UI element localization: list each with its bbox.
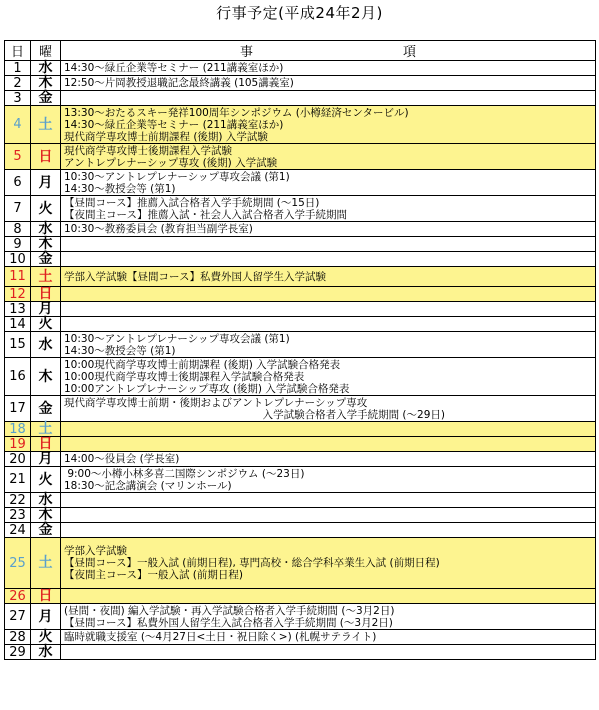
day-cell: 3 [5, 91, 31, 106]
event-cell [61, 144, 596, 170]
table-row [5, 196, 596, 222]
event-cell [61, 302, 596, 317]
weekday-cell: 土 [31, 422, 61, 437]
table-row [5, 287, 596, 302]
event-line: 現代商学専攻博士前期課程 (後期) 入学試験 [64, 130, 268, 143]
weekday-cell: 月 [31, 604, 61, 630]
table-row [5, 467, 596, 493]
event-line: 【昼間コース】一般入試 (前期日程), 専門高校・総合学科卒業生入試 (前期日程) [64, 557, 440, 569]
event-line: 入学試験合格者入学手続期間 (～29日) [262, 408, 445, 421]
weekday-cell: 火 [31, 467, 61, 493]
weekday-cell: 日 [31, 144, 61, 170]
day-cell: 9 [5, 237, 31, 252]
event-cell [61, 170, 596, 196]
day-cell: 21 [5, 467, 31, 493]
weekday-cell: 日 [31, 287, 61, 302]
schedule-table [4, 40, 596, 660]
weekday-cell: 金 [31, 252, 61, 267]
table-row [5, 508, 596, 523]
event-line: 14:00～役員会 (学長室) [64, 453, 180, 465]
table-row [5, 252, 596, 267]
weekday-cell: 土 [31, 106, 61, 144]
event-cell [61, 508, 596, 523]
event-line: 10:30～教務委員会 (教育担当副学長室) [64, 223, 253, 235]
event-line: 9:00～小樽小林多喜二国際シンポジウム (～23日) [64, 467, 305, 480]
table-row [5, 237, 596, 252]
day-cell: 16 [5, 358, 31, 396]
day-cell: 24 [5, 523, 31, 538]
header-jikou [61, 41, 596, 61]
event-line: 臨時就職支援室 (～4月27日<土日・祝日除く>) (札幌サテライト) [64, 631, 377, 643]
event-cell [61, 332, 596, 358]
event-cell [61, 237, 596, 252]
event-cell [61, 106, 596, 144]
event-cell [61, 196, 596, 222]
table-row [5, 604, 596, 630]
event-line: 10:00現代商学専攻博士後期課程入学試験合格発表 [64, 370, 305, 383]
event-line: 14:30～教授会等 (第1) [64, 344, 176, 357]
table-row [5, 358, 596, 396]
day-cell: 12 [5, 287, 31, 302]
weekday-cell: 水 [31, 222, 61, 237]
table-row [5, 630, 596, 645]
table-row [5, 396, 596, 422]
event-cell [61, 467, 596, 493]
day-cell: 27 [5, 604, 31, 630]
schedule-rows [5, 61, 596, 660]
weekday-cell: 水 [31, 493, 61, 508]
table-row [5, 589, 596, 604]
day-cell: 18 [5, 422, 31, 437]
weekday-cell: 土 [31, 538, 61, 589]
table-row [5, 332, 596, 358]
event-line: 現代商学専攻博士前期・後期およびアントレプレナーシップ専攻 [64, 396, 368, 409]
weekday-cell: 月 [31, 452, 61, 467]
event-cell [61, 452, 596, 467]
event-line: 14:30～緑丘企業等セミナー (211講義室ほか) [64, 62, 284, 74]
event-cell [61, 630, 596, 645]
weekday-cell: 月 [31, 170, 61, 196]
event-cell [61, 422, 596, 437]
weekday-cell: 日 [31, 589, 61, 604]
table-row [5, 144, 596, 170]
event-line: 10:00アントレプレナーシップ専攻 (後期) 入学試験合格発表 [64, 382, 350, 395]
header-dow: 曜 [31, 41, 61, 61]
event-line: 現代商学専攻博士後期課程入学試験 [64, 144, 232, 157]
table-row [5, 645, 596, 660]
day-cell: 10 [5, 252, 31, 267]
table-row [5, 222, 596, 237]
table-row [5, 523, 596, 538]
event-line: 10:30～アントレプレナーシップ専攻会議 (第1) [64, 332, 290, 345]
event-cell [61, 523, 596, 538]
event-cell [61, 287, 596, 302]
day-cell: 1 [5, 61, 31, 76]
day-cell: 23 [5, 508, 31, 523]
day-cell: 11 [5, 267, 31, 287]
event-cell [61, 493, 596, 508]
event-line: 18:30～記念講演会 (マリンホール) [64, 479, 232, 492]
event-cell [61, 538, 596, 589]
weekday-cell: 木 [31, 76, 61, 91]
event-line: 【夜間主コース】推薦入試・社会人入試合格者入学手続期間 [64, 208, 347, 221]
table-row [5, 437, 596, 452]
day-cell: 7 [5, 196, 31, 222]
table-row [5, 267, 596, 287]
weekday-cell: 金 [31, 523, 61, 538]
event-cell [61, 358, 596, 396]
event-cell [61, 61, 596, 76]
event-cell [61, 396, 596, 422]
day-cell: 4 [5, 106, 31, 144]
table-row [5, 538, 596, 589]
event-cell [61, 437, 596, 452]
day-cell: 6 [5, 170, 31, 196]
header-jikou-text: 事項 [239, 45, 566, 60]
event-line: 10:30～アントレプレナーシップ専攻会議 (第1) [64, 170, 290, 183]
event-line: 14:30～緑丘企業等セミナー (211講義室ほか) [64, 118, 284, 131]
weekday-cell: 金 [31, 396, 61, 422]
event-line: 学部入学試験【昼間コース】私費外国人留学生入学試験 [64, 270, 326, 283]
event-cell [61, 604, 596, 630]
event-cell [61, 91, 596, 106]
weekday-cell: 水 [31, 645, 61, 660]
event-cell [61, 222, 596, 237]
event-line: アントレプレナーシップ専攻 (後期) 入学試験 [64, 156, 278, 169]
day-cell: 2 [5, 76, 31, 91]
table-row [5, 106, 596, 144]
weekday-cell: 木 [31, 508, 61, 523]
day-cell: 19 [5, 437, 31, 452]
table-row [5, 76, 596, 91]
table-row [5, 452, 596, 467]
table-row [5, 170, 596, 196]
weekday-cell: 木 [31, 237, 61, 252]
event-cell [61, 267, 596, 287]
event-line: 14:30～教授会等 (第1) [64, 182, 176, 195]
weekday-cell: 水 [31, 61, 61, 76]
event-line: 学部入学試験 [64, 545, 127, 557]
event-cell [61, 252, 596, 267]
event-cell [61, 317, 596, 332]
day-cell: 15 [5, 332, 31, 358]
weekday-cell: 火 [31, 196, 61, 222]
weekday-cell: 日 [31, 437, 61, 452]
weekday-cell: 月 [31, 302, 61, 317]
event-line: 10:00現代商学専攻博士前期課程 (後期) 入学試験合格発表 [64, 358, 341, 371]
day-cell: 26 [5, 589, 31, 604]
event-line: 13:30～おたるスキー発祥100周年シンポジウム (小樽経済センタービル) [64, 106, 409, 119]
table-row [5, 422, 596, 437]
table-row [5, 493, 596, 508]
day-cell: 14 [5, 317, 31, 332]
event-line: 【夜間主コース】一般入試 (前期日程) [64, 569, 244, 581]
day-cell: 29 [5, 645, 31, 660]
day-cell: 22 [5, 493, 31, 508]
table-row [5, 61, 596, 76]
event-cell [61, 76, 596, 91]
weekday-cell: 水 [31, 332, 61, 358]
day-cell: 5 [5, 144, 31, 170]
day-cell: 17 [5, 396, 31, 422]
day-cell: 13 [5, 302, 31, 317]
weekday-cell: 土 [31, 267, 61, 287]
weekday-cell: 木 [31, 358, 61, 396]
event-line: (昼間・夜間) 編入学試験・再入学試験合格者入学手続期間 (～3月2日) [64, 604, 395, 617]
day-cell: 20 [5, 452, 31, 467]
day-cell: 28 [5, 630, 31, 645]
weekday-cell: 火 [31, 317, 61, 332]
event-line: 【昼間コース】私費外国人留学生入試合格者入学手続期間 (～3月2日) [64, 616, 393, 629]
day-cell: 25 [5, 538, 31, 589]
event-line: 12:50～片岡教授退職記念最終講義 (105講義室) [64, 77, 294, 89]
page-title: 行事予定(平成24年2月) [216, 4, 383, 22]
table-row [5, 317, 596, 332]
event-cell [61, 645, 596, 660]
event-line: 【昼間コース】推薦入試合格者入学手続期間 (～15日) [64, 196, 320, 209]
header-row [5, 41, 596, 61]
event-cell [61, 589, 596, 604]
header-day: 日 [5, 41, 31, 61]
table-row [5, 91, 596, 106]
table-row [5, 302, 596, 317]
day-cell: 8 [5, 222, 31, 237]
weekday-cell: 火 [31, 630, 61, 645]
weekday-cell: 金 [31, 91, 61, 106]
